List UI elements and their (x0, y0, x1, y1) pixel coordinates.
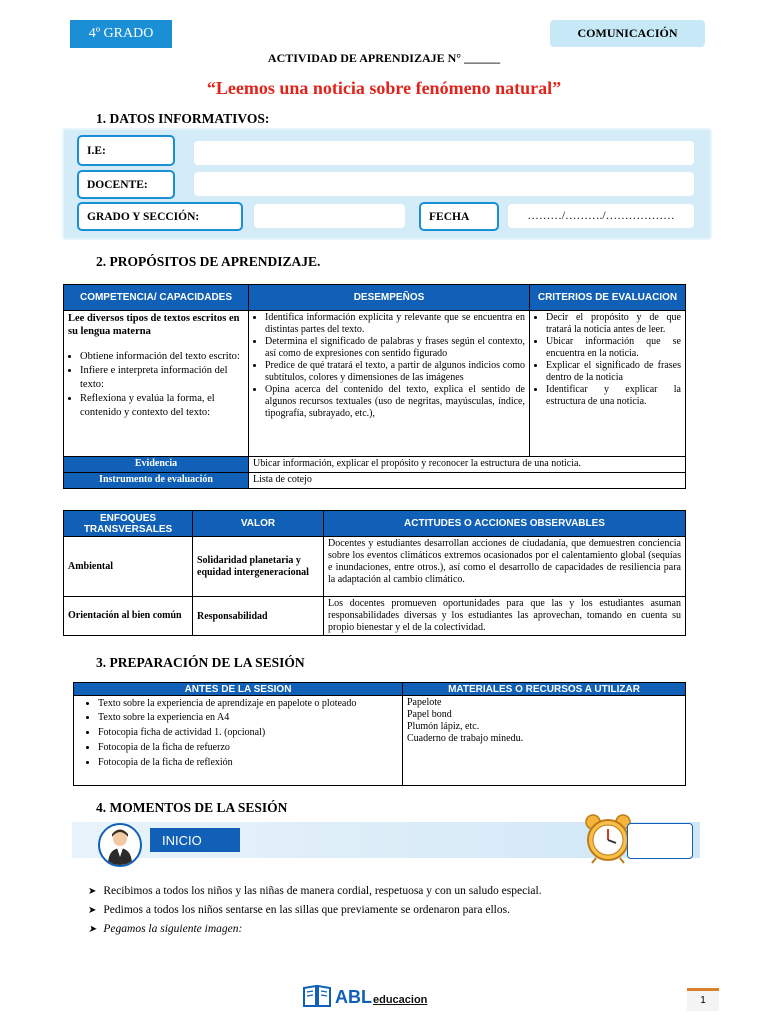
criterio-item: • Identificar y explicar la estructura de una noticia. (546, 384, 681, 408)
step-item: ➤ Pegamos la siguiente imagen: (88, 920, 542, 939)
col-materiales: MATERIALES O RECURSOS A UTILIZAR (403, 683, 686, 696)
antes-cell (74, 696, 403, 786)
section1-heading: 1. DATOS INFORMATIVOS: (96, 111, 270, 126)
col-enfoques: ENFOQUES TRANSVERSALES (64, 511, 193, 537)
subject-badge: COMUNICACIÓN (550, 20, 705, 47)
preparacion-table (73, 682, 686, 786)
antes-item: • Texto sobre la experiencia de aprendizaje en papelote o ploteado (98, 697, 398, 710)
materiales-cell (403, 696, 686, 786)
teacher-avatar-icon (98, 823, 142, 867)
competencia-cell (64, 311, 249, 457)
antes-item: • Texto sobre la experiencia en A4 (98, 710, 398, 725)
valor-cell: Responsabilidad (193, 597, 324, 636)
col-criterios: CRITERIOS DE EVALUACION (530, 285, 686, 311)
steps-list (88, 882, 542, 939)
desempenos-list (253, 312, 525, 420)
material-item: Papelote (407, 697, 442, 708)
capacidad-item: • Infiere e interpreta información del texto: (80, 364, 244, 392)
col-competencia: COMPETENCIA/ CAPACIDADES (64, 285, 249, 311)
capacidad-item: • Reflexiona y evalúa la forma, el contenido y contexto del texto: (80, 392, 244, 420)
desempenos-cell (249, 311, 530, 457)
inicio-banner: INICIO (150, 828, 240, 852)
abl-logo (302, 982, 427, 1008)
section3-heading: 3. PREPARACIÓN DE LA SESIÓN (96, 655, 305, 670)
competencia-title: Lee diversos tipos de textos escritos en su lengua materna (68, 313, 240, 337)
book-icon (302, 984, 332, 1008)
docente-label: DOCENTE: (77, 170, 175, 199)
actitud-cell: Docentes y estudiantes desarrollan acciones de ciudadanía, que demuestren conciencia sobre los eventos climáticos extremos ocasionados por el calentamiento global (sequías e inundaciones, entre otros.), así como el desarrollo de capacidades de resiliencia para la adaptación al cambio climático. (324, 537, 686, 597)
material-item: Papel bond (407, 709, 452, 720)
enfoque-cell: Ambiental (64, 537, 193, 597)
main-title: “Leemos una noticia sobre fenómeno natural” (206, 78, 562, 98)
criterio-item: • Explicar el significado de frases dentro de la noticia (546, 360, 681, 384)
col-antes: ANTES DE LA SESION (74, 683, 403, 696)
antes-item: • Fotocopia de la ficha de refuerzo (98, 740, 398, 755)
grade-badge: 4º GRADO (70, 20, 172, 48)
ie-label: I.E: (77, 135, 175, 166)
step-item: ➤ Pedimos a todos los niños sentarse en las sillas que previamente se ordenaron para ellos. (88, 901, 542, 920)
desempeno-item: • Predice de qué tratará el texto, a partir de algunos indicios como subtítulos, colores y dimensiones de las imágenes (265, 360, 525, 384)
enfoques-table (63, 510, 686, 636)
grado-label: GRADO Y SECCIÓN: (77, 202, 243, 231)
capacidad-item: • Obtiene información del texto escrito: (80, 350, 244, 364)
antes-item: • Fotocopia de la ficha de reflexión (98, 755, 398, 770)
instrumento-value: Lista de cotejo (249, 473, 686, 489)
criterios-list (534, 312, 681, 408)
section2-heading: 2. PROPÓSITOS DE APRENDIZAJE. (96, 254, 321, 269)
actitud-cell: Los docentes promueven oportunidades para que las y los estudiantes asuman responsabilidades diversas y los estudiantes las aprovechan, tomando en cuenta su propio bienestar y el de la colectividad. (324, 597, 686, 636)
col-desempenos: DESEMPEÑOS (249, 285, 530, 311)
docente-field[interactable] (194, 172, 694, 196)
fecha-field[interactable]: ………/………./……………… (508, 204, 694, 228)
capacidades-list (68, 350, 244, 420)
criterio-item: • Ubicar información que se encuentra en la noticia. (546, 336, 681, 360)
criterios-cell (530, 311, 686, 457)
evidencia-value: Ubicar información, explicar el propósito y reconocer la estructura de una noticia. (249, 457, 686, 473)
logo-main: ABL (335, 987, 372, 1007)
propositos-table (63, 284, 686, 489)
time-box (627, 823, 693, 859)
step-item: ➤ Recibimos a todos los niños y las niñas de manera cordial, respetuosa y con un saludo especial. (88, 882, 542, 901)
enfoque-cell: Orientación al bien común (64, 597, 193, 636)
page-number: 1 (687, 988, 719, 1011)
ie-field[interactable] (194, 141, 694, 165)
instrumento-label: Instrumento de evaluación (64, 473, 249, 489)
desempeno-item: • Determina el significado de palabras y frases según el contexto, así como de expresiones con sentido figurado (265, 336, 525, 360)
valor-cell: Solidaridad planetaria y equidad intergeneracional (193, 537, 324, 597)
fecha-label: FECHA (419, 202, 499, 231)
activity-title: ACTIVIDAD DE APRENDIZAJE N° ______ (267, 51, 501, 65)
desempeno-item: • Identifica información explícita y relevante que se encuentra en distintas partes del texto. (265, 312, 525, 336)
col-actitudes: ACTITUDES O ACCIONES OBSERVABLES (324, 511, 686, 537)
col-valor: VALOR (193, 511, 324, 537)
criterio-item: • Decir el propósito y de que tratará la noticia antes de leer. (546, 312, 681, 336)
desempeno-item: • Opina acerca del contenido del texto, explica el sentido de algunos recursos textuales (uso de negritas, mayúsculas, índice, tipografía, subrayado, etc.), (265, 384, 525, 420)
section4-heading: 4. MOMENTOS DE LA SESIÓN (96, 800, 288, 815)
material-item: Plumón lápiz, etc. (407, 721, 480, 732)
antes-list (86, 697, 398, 770)
antes-item: • Fotocopia ficha de actividad 1. (opcional) (98, 725, 398, 740)
logo-sub: educacion (373, 994, 428, 1006)
evidencia-label: Evidencia (64, 457, 249, 473)
grado-field[interactable] (254, 204, 405, 228)
material-item: Cuaderno de trabajo minedu. (407, 733, 524, 744)
